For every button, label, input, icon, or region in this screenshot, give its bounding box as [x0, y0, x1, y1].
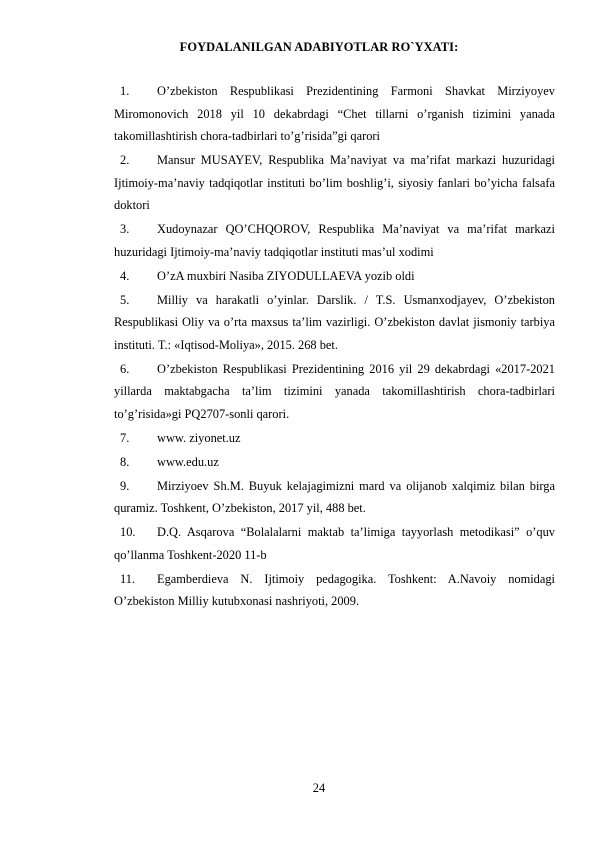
reference-item: [114, 568, 555, 613]
reference-item: [114, 521, 555, 566]
reference-item: [114, 358, 555, 426]
reference-number: 1.: [120, 84, 130, 98]
reference-number: 9.: [120, 478, 130, 493]
reference-text: O’zA muxbiri Nasiba ZIYODULLAEVA yozib oldi: [157, 268, 415, 283]
reference-item: [114, 451, 555, 474]
reference-text: Egamberdieva N. Ijtimoiy pedagogika. Toshkent: A.Navoiy nomidagi O’zbekiston Milliy kutubxonasi nashriyoti, 2009.: [114, 571, 555, 608]
reference-item: [114, 289, 555, 357]
references-title: FOYDALANILGAN ADABIYOTLAR RO`YXATI:: [179, 40, 459, 54]
reference-text: Mansur MUSAYEV, Respublika Ma’naviyat va ma’rifat markazi huzuridagi Ijtimoiy-ma’naviy tadqiqotlar instituti bo’lim boshlig’i, siyosiy fanlari bo’yicha falsafa doktori: [114, 153, 555, 212]
reference-item: [114, 427, 555, 450]
reference-item: [114, 218, 555, 263]
reference-item: [114, 475, 555, 520]
reference-text: Milliy va harakatli o’yinlar. Darslik. / T.S. Usmanxodjayev, O’zbekiston Respublikasi Oliy va o’rta maxsus ta’lim vazirligi. O’zbekiston davlat jismoniy tarbiya instituti. T.: «Iqtisod-Moliya», 2015. 268 bet.: [114, 292, 555, 352]
reference-number: 11.: [120, 571, 136, 586]
reference-number: 4.: [120, 268, 130, 283]
reference-link[interactable]: www. ziyonet.uz: [157, 430, 241, 445]
reference-number: 7.: [120, 430, 130, 445]
reference-text: O’zbekiston Respublikasi Prezidentining 2016 yil 29 dekabrdagi «2017-2021 yillarda maktabgacha ta’lim tizimini yanada takomillashtirish chora-tadbirlari to’g’risida»gi PQ2707-sonli qarori.: [114, 361, 555, 421]
reference-link[interactable]: www.edu.uz: [157, 454, 219, 469]
reference-number: 6.: [120, 361, 130, 376]
reference-text: D.Q. Asqarova “Bolalalarni maktab ta’limiga tayyorlash metodikasi” o’quv qo’llanma Toshkent-2020 11-b: [114, 525, 555, 562]
page-number: 24: [312, 781, 326, 795]
reference-number: 3.: [120, 222, 130, 236]
reference-number: 2.: [120, 153, 130, 167]
reference-item: [114, 149, 555, 217]
reference-number: 8.: [120, 454, 130, 469]
reference-number: 10.: [120, 525, 136, 539]
reference-text: O’zbekiston Respublikasi Prezidentining Farmoni Shavkat Mirziyoyev Miromonovich 2018 yil 10 dekabrdagi “Chet tillarni o’rganish tizimini yanada takomillashtirish chora-tadbirlari to’g’risida”gi qarori: [114, 84, 555, 143]
reference-item: [114, 265, 555, 288]
references-list: [114, 80, 555, 614]
reference-number: 5.: [120, 292, 130, 307]
reference-text: Xudoynazar QO’CHQOROV, Respublika Ma’naviyat va ma’rifat markazi huzuridagi Ijtimoiy-ma’naviy tadqiqotlar instituti mas’ul xodimi: [114, 222, 555, 259]
reference-text: Mirziyoev Sh.M. Buyuk kelajagimizni mard va olijanob xalqimiz bilan birga quramiz. Toshkent, O’zbekiston, 2017 yil, 488 bet.: [114, 478, 555, 515]
reference-item: [114, 80, 555, 148]
